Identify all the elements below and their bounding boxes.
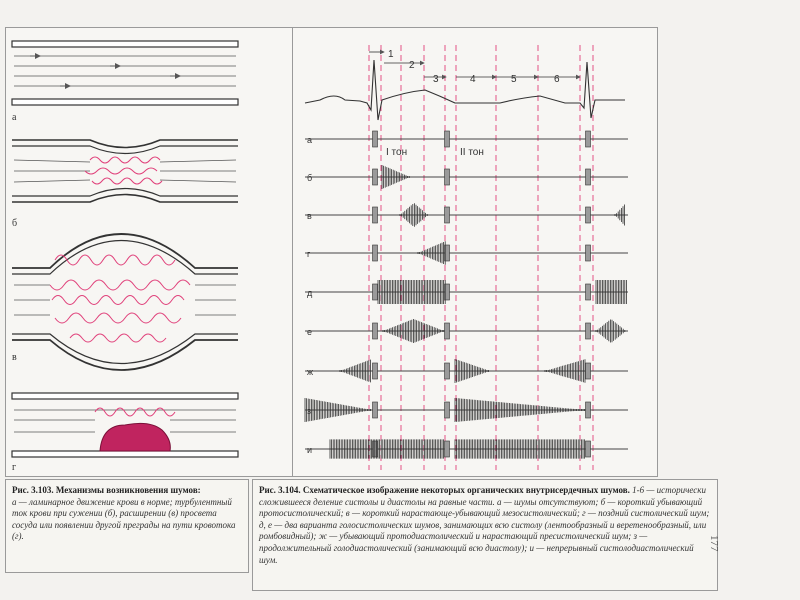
row-letter: з (307, 406, 312, 416)
panel-c-letter: в (12, 352, 17, 363)
panel-b-letter: б (12, 218, 18, 229)
heart-tone-mark (586, 323, 591, 339)
heart-tone-mark (586, 402, 591, 418)
row-letter: ж (307, 367, 314, 377)
heart-tone-mark (586, 131, 591, 147)
row-letter: и (307, 445, 313, 455)
segment-4-label: 4 (470, 74, 476, 85)
panel-c-widening (12, 234, 238, 370)
segment-1-label: 1 (388, 49, 394, 60)
caption-3-103-title: Рис. 3.103. Механизмы возникновения шумов: (12, 485, 201, 495)
heart-tone-mark (373, 169, 378, 185)
caption-3-103 (5, 479, 249, 573)
row-letter: е (307, 327, 313, 337)
ecg-trace (305, 60, 625, 120)
panel-d-obstacle (12, 393, 238, 473)
page-number: 177 (708, 535, 720, 552)
heart-tone-mark (586, 245, 591, 261)
segment-5-label: 5 (511, 74, 517, 85)
row-letter: г (307, 249, 311, 259)
row-letter: д (307, 288, 313, 298)
heart-tone-mark (586, 441, 591, 457)
heart-tone-mark (445, 441, 450, 457)
heart-tone-mark (586, 284, 591, 300)
caption-3-104-title: Рис. 3.104. Схематическое изображение некоторых органических внутрисердечных шумов. (259, 485, 630, 495)
second-tone-label: II тон (460, 147, 484, 158)
heart-tone-mark (445, 169, 450, 185)
phono-row (305, 439, 628, 458)
heart-tone-mark (586, 363, 591, 379)
first-tone-label: I тон (386, 147, 408, 158)
segment-6-label: 6 (554, 74, 560, 85)
heart-tone-mark (373, 323, 378, 339)
row-letter: а (307, 135, 313, 145)
heart-tone-mark (373, 245, 378, 261)
panel-d-letter: г (12, 462, 17, 473)
heart-tone-mark (445, 207, 450, 223)
heart-tone-mark (373, 207, 378, 223)
row-letter: б (307, 173, 313, 183)
heart-tone-mark (445, 131, 450, 147)
segment-3-label: 3 (433, 74, 439, 85)
murmur-waveform (615, 205, 625, 226)
heart-tone-mark (373, 284, 378, 300)
panel-a-laminar-flow (12, 41, 238, 123)
caption-3-103-body: а — ламинарное движение крови в норме; турбулентный ток крови при сужении (б), расширении (в) просвета сосуда или появлении другой преграды на пути кровотока (г). (12, 496, 236, 542)
heart-tone-mark (586, 169, 591, 185)
heart-tone-mark (445, 402, 450, 418)
segment-2-label: 2 (409, 60, 415, 71)
phono-row (305, 131, 628, 147)
heart-tone-mark (445, 323, 450, 339)
panel-b-narrowing (12, 140, 238, 229)
heart-tone-mark (373, 363, 378, 379)
caption-3-104-body: 1-6 — исторически сложившееся деление систолы и диастолы на равные части. а — шумы отсутствуют; б — короткий убывающий протосистолический; в — короткий нарастающе-убывающий мезосистолический; г — поздний систолический шум; д, е — два варианта голосистолических шумов, занимающих всю систолу (лентообразный и веретенообразный, или ромбовидный); ж — убывающий протодиастолический и нарастающий пресистолический шум; з — продолжительный голодиастолический (занимающий всю диастолу); и — непрерывный систолодиастолический шум. (259, 485, 710, 565)
heart-tone-mark (445, 363, 450, 379)
panel-a-letter: а (12, 112, 17, 123)
heart-tone-mark (373, 131, 378, 147)
phono-row (305, 241, 628, 264)
heart-tone-mark (373, 402, 378, 418)
row-letter: в (307, 211, 312, 221)
caption-3-104 (252, 479, 718, 591)
heart-tone-mark (586, 207, 591, 223)
